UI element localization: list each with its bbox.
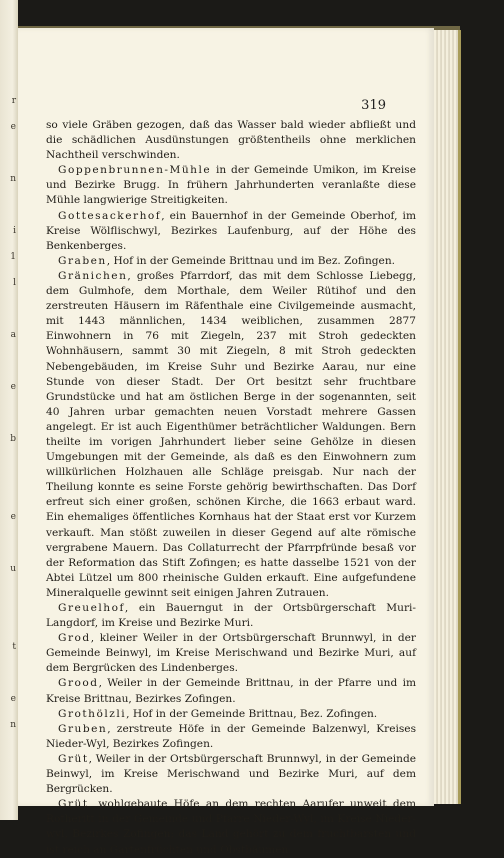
entry-headword: Gottesackerhof: [58, 209, 162, 222]
facing-page-gutter: [0, 0, 18, 820]
entry-headword: Grüt: [58, 752, 89, 765]
page-number: 319: [361, 98, 386, 113]
entry-text: , ein Bauernhof in der Gemeinde Oberhof, im Kreise Wölflischwyl, Bezirkes Laufenburg, auf der Höhe des Benkenberges.: [46, 209, 416, 252]
entry-headword: Gränichen: [58, 269, 128, 282]
entry-paragraph: [46, 722, 416, 752]
entry-paragraph: [46, 254, 416, 269]
entry-text: , ein Bauerngut in der Ortsbürgerschaft Muri-Langdorf, im Kreise und Bezirke Muri.: [46, 602, 416, 630]
entry-paragraph: [46, 631, 416, 676]
entry-text: , zerstreute Höfe in der Gemeinde Balzenwyl, Kreises Nieder-Wyl, Bezirkes Zofingen.: [46, 722, 416, 750]
entry-headword: Grod: [58, 632, 91, 645]
entry-text: so viele Gräben gezogen, daß das Wasser bald wieder abfließt und die schädlichen Ausdünstungen größtentheils ohne merklichen Nachtheil verschwinden.: [46, 119, 416, 162]
entry-headword: Graben: [58, 254, 107, 267]
entry-headword: Grothölzli: [58, 707, 127, 720]
gutter-letters: r e n i 1 l a e b e u t e n: [10, 96, 16, 730]
book-page: [18, 28, 434, 856]
entry-paragraph: [46, 797, 416, 857]
entry-text: in der Gemeinde Umikon, im Kreise und Bezirke Brugg. In frühern Jahrhunderten veranlaßte diese Mühle langwierige Streitigkeiten.: [46, 164, 416, 207]
entry-headword: Grood: [58, 677, 99, 690]
entry-paragraph: [46, 676, 416, 706]
entry-paragraph: [46, 163, 416, 208]
entry-text: , Hof in der Gemeinde Brittnau, Bez. Zofingen.: [126, 707, 378, 720]
entry-text: , Weiler in der Ortsbürgerschaft Brunnwyl, in der Gemeinde Beinwyl, im Kreise Merischwand und Bezirke Muri, auf dem Bergrücken.: [46, 752, 416, 796]
page-text: [46, 118, 416, 858]
entry-text: , Hof in der Gemeinde Brittnau und im Bez. Zofingen.: [106, 254, 396, 267]
entry-paragraph: [46, 752, 416, 797]
entry-text: , kleiner Weiler in der Ortsbürgerschaft Brunnwyl, in der Gemeinde Beinwyl, im Kreise Merischwand und Bezirke Muri, auf dem Bergrücken des Lindenberges.: [46, 632, 416, 675]
entry-headword: Gruben: [58, 722, 108, 735]
entry-headword: Goppenbrunnen-Mühle: [58, 164, 212, 177]
entry-paragraph: [46, 118, 416, 163]
entry-paragraph: [46, 269, 416, 601]
entry-text: , wohlgebaute Höfe an dem rechten Aarufer unweit dem Rotheritt in der Gemeinde und Pfarre Nieder-Wyl, im Kreise Nieder-wyl, Bezirkes Zofingen; das Land gehört zu dem fruchtbarsten und ist reich an Gartenfrüchten und Obstbäumen.: [46, 798, 416, 856]
entry-paragraph: [46, 601, 416, 631]
entry-text: , großes Pfarrdorf, das mit dem Schlosse Liebegg, dem Gulmhofe, dem Morthale, dem Weiler Rütihof und den zerstreuten Häusern im Räfenthale eine Civilgemeinde ausmacht, mit 1443 männlichen, 1434 weiblichen, zusammen 2877 Einwohnern in 76 mit Ziegeln, 237 mit Stroh gedeckten Wohnhäusern, sammt 30 mit Ziegeln, 8 mit Stroh gedeckten Nebengebäuden, im Kreise Suhr und Bezirke Aarau, nur eine Stunde von dieser Stadt. Der Ort besitzt sehr fruchtbare Grundstücke und hat am östlichen Berge in der sogenannten, seit 40 Jahren urbar gemachten neuen Vorstadt mehrere Gassen angelegt. Er ist auch Eigenthümer beträchtlicher Waldungen. Bern theilte im vorigen Jahrhundert lieber seine Gehölze in diesen Umgebungen mit der Gemeinde, als daß es den Einwohnern zum willkürlichen Holzhauen alle Schläge preisgab. Nur nach der Theilung konnte es seine Forste gehörig bewirthschaften. Das Dorf erfreut sich einer großen, schönen Kirche, die 1663 erbaut ward. Ein ehemaliges öffentliches Kornhaus hat der Staat erst vor Kurzem verkauft. Man stößt zuweilen in dieser Gegend auf alte römische vergrabene Mauern. Das Collaturrecht der Pfarrpfründe besaß vor der Reformation das Stift Zofingen; es hatte dasselbe 1521 von der Abtei Lützel um 800 rheinische Gulden erkauft. Eine aufgefundene Mineralquelle gewinnt seit einigen Jahren Zutrauen.: [46, 269, 416, 599]
entry-paragraph: [46, 707, 416, 722]
entry-headword: Greuelhof: [58, 602, 125, 614]
entry-text: , Weiler in der Gemeinde Brittnau, in der Pfarre und im Kreise Brittnau, Bezirkes Zofingen.: [46, 677, 416, 705]
page-stack-edge: [434, 30, 461, 804]
entry-headword: Grüt: [58, 798, 89, 811]
entry-paragraph: [46, 209, 416, 254]
